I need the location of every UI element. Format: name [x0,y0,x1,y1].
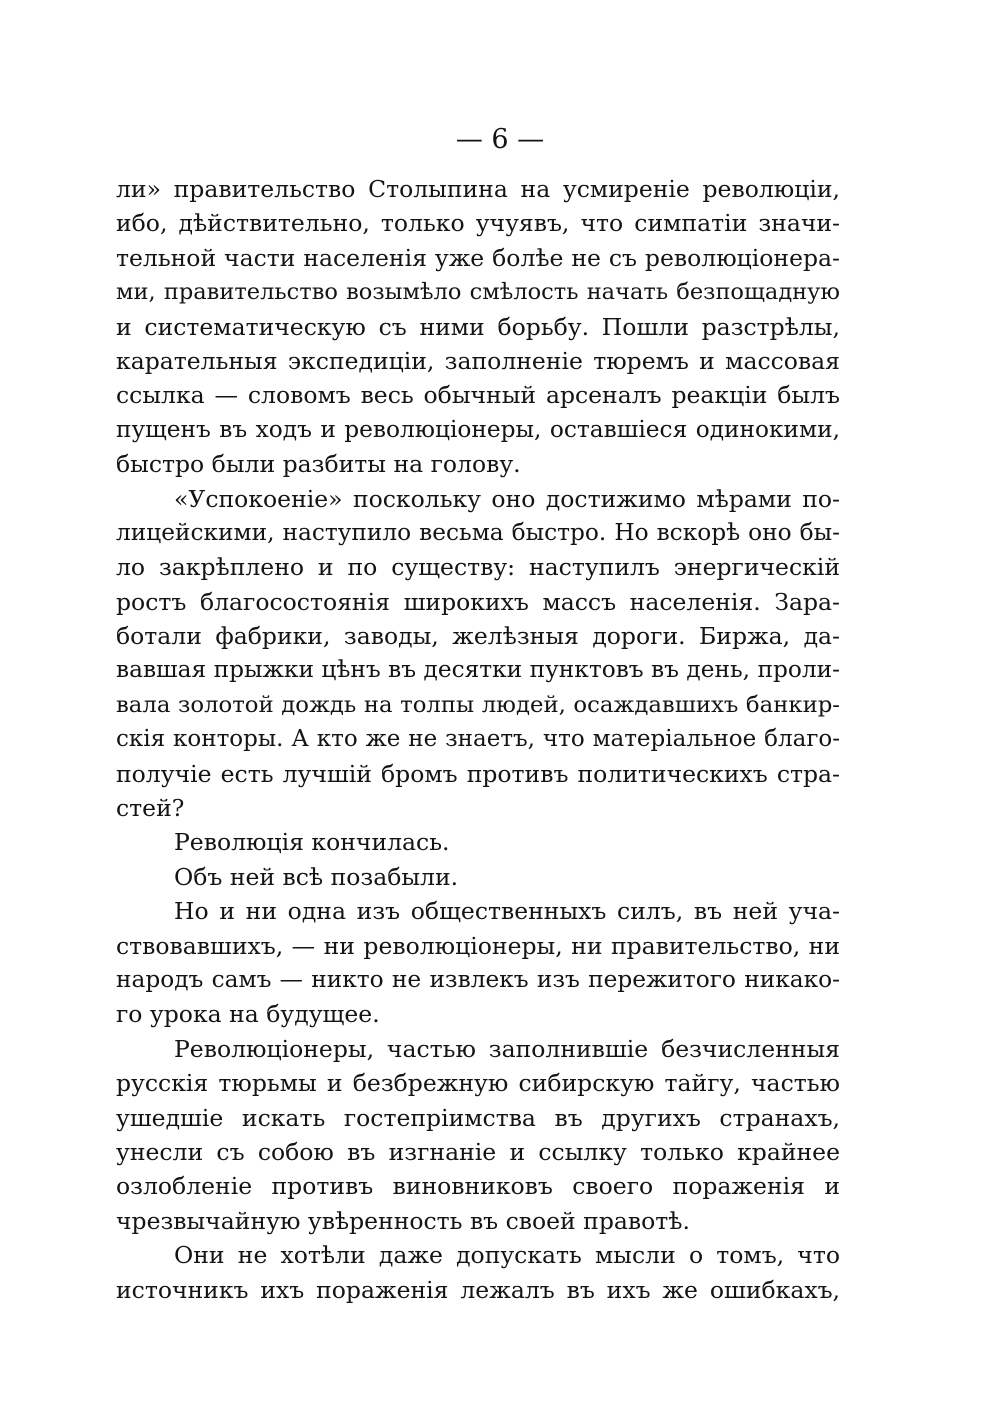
text-line: получіе есть лучшій бромъ противъ политическихъ стра- [116,759,840,788]
text-line: го урока на будущее. [116,1000,380,1029]
text-line: русскія тюрьмы и безбрежную сибирскую тайгу, частью [116,1069,840,1098]
text-line: ло закрѣплено и по существу: наступилъ энергическій [116,553,840,582]
text-line: лицейскими, наступило весьма быстро. Но вскорѣ оно бы- [116,518,840,546]
text-line: озлобленіе противъ виновниковъ своего пораженія и [116,1172,840,1201]
text-line: ствовавшихъ, — ни революціонеры, ни правительство, ни [116,931,840,960]
text-line: вала золотой дождь на толпы людей, осаждавшихъ банкир- [116,691,840,718]
page-number: — 6 — [455,124,545,155]
text-line: Революція кончилась. [174,828,450,857]
text-line: тельной части населенія уже болѣе не съ революціонера- [116,243,840,272]
text-line: ли» правительство Столыпина на усмиреніе революціи, [116,175,840,203]
text-line: ссылка — словомъ весь обычный арсеналъ реакціи былъ [116,381,840,410]
text-line: Объ ней всѣ позабыли. [174,862,459,891]
text-line: карательныя экспедиціи, заполненіе тюремъ и массовая [116,346,840,375]
text-line: унесли съ собою въ изгнаніе и ссылку только крайнее [116,1137,840,1166]
text-line: ростъ благосостоянія широкихъ массъ населенія. Зара- [116,587,840,616]
text-line: вавшая прыжки цѣнъ въ десятки пунктовъ въ день, проли- [116,656,840,684]
text-line: ми, правительство возымѣло смѣлость начать безпощадную [116,279,840,306]
text-line: пущенъ въ ходъ и революціонеры, оставшіеся одинокими, [116,415,840,443]
text-line: чрезвычайную увѣренность въ своей правотѣ. [116,1206,690,1235]
text-line: и систематическую съ ними борьбу. Пошли разстрѣлы, [116,312,840,341]
text-line: народъ самъ — никто не извлекъ изъ пережитого никако- [116,965,840,993]
text-line: стей? [116,794,185,823]
text-line: быстро были разбиты на голову. [116,450,521,479]
text-line: «Успокоеніе» поскольку оно достижимо мѣрами по- [174,484,840,513]
body-text [116,172,840,1307]
text-line: ботали фабрики, заводы, желѣзныя дороги. Биржа, да- [116,622,840,651]
text-line: Революціонеры, частью заполнившіе безчисленныя [174,1034,840,1063]
text-line: Они не хотѣли даже допускать мысли о томъ, что [174,1241,840,1270]
text-line: ушедшіе искать гостепріимства въ другихъ странахъ, [116,1103,840,1132]
text-line: источникъ ихъ пораженія лежалъ въ ихъ же ошибкахъ, [116,1275,840,1304]
text-line: ибо, дѣйствительно, только учуявъ, что симпатіи значи- [116,209,840,238]
text-line: Но и ни одна изъ общественныхъ силъ, въ ней уча- [174,897,840,926]
text-line: скія конторы. А кто же не знаетъ, что матеріальное благо- [116,726,840,753]
